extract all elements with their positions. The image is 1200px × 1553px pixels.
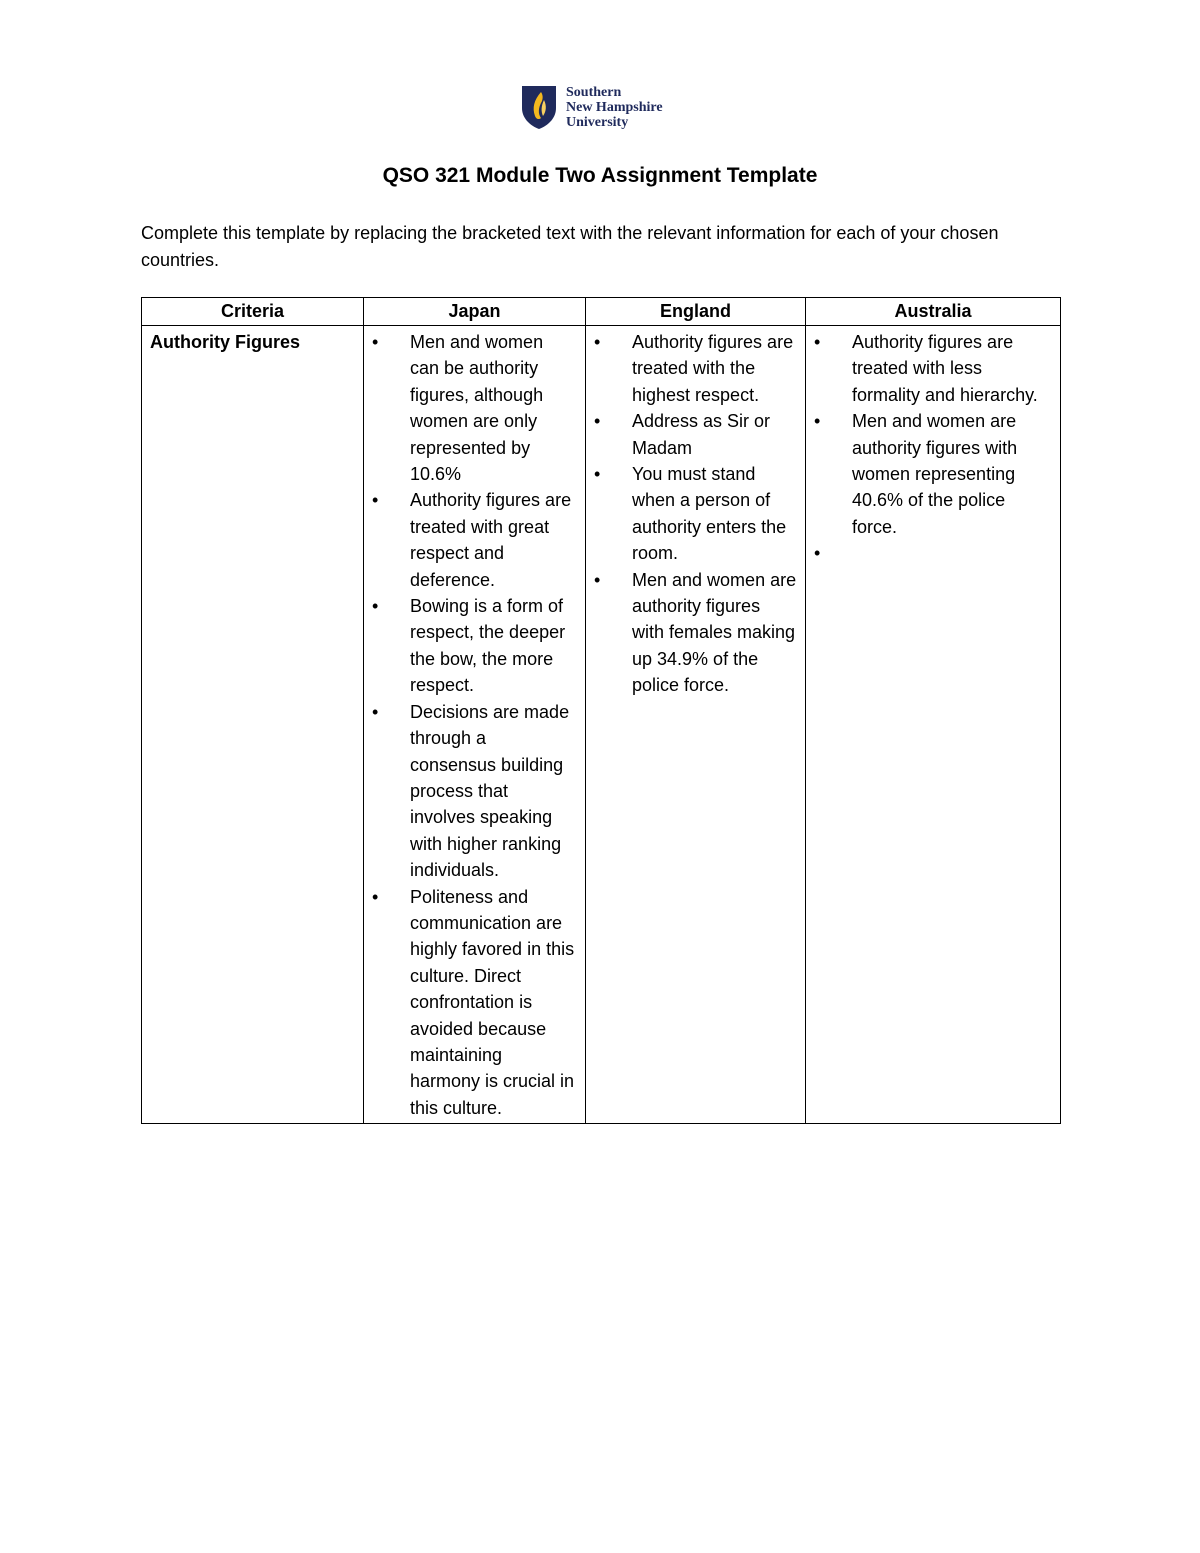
university-logo bbox=[520, 84, 663, 130]
header-australia: Australia bbox=[806, 298, 1061, 326]
header-england: England bbox=[586, 298, 806, 326]
list-item: • Men and women are authority figures with women representing 40.6% of the police force. bbox=[814, 408, 1052, 540]
header-criteria: Criteria bbox=[142, 298, 364, 326]
list-item: • Authority figures are treated with less formality and hierarchy. bbox=[814, 329, 1052, 408]
england-bullet-list bbox=[594, 329, 797, 699]
list-item: • Men and women are authority figures with females making up 34.9% of the police force. bbox=[594, 567, 797, 699]
logo-wordmark bbox=[566, 85, 663, 130]
list-item: • Bowing is a form of respect, the deeper the bow, the more respect. bbox=[372, 593, 577, 699]
list-item: • Politeness and communication are highly favored in this culture. Direct confrontation is avoided because maintaining harmony is crucial in this culture. bbox=[372, 884, 577, 1122]
list-item-empty bbox=[814, 540, 1052, 566]
list-item: • Men and women can be authority figures, although women are only represented by 10.6% bbox=[372, 329, 577, 487]
list-item: • Address as Sir or Madam bbox=[594, 408, 797, 461]
japan-cell bbox=[364, 326, 586, 1124]
japan-bullet-list bbox=[372, 329, 577, 1121]
list-item: • Authority figures are treated with the highest respect. bbox=[594, 329, 797, 408]
instructions-paragraph: Complete this template by replacing the bracketed text with the relevant information for each of your chosen countries. bbox=[141, 223, 999, 270]
list-item: • Decisions are made through a consensus building process that involves speaking with higher ranking individuals. bbox=[372, 699, 577, 884]
list-item: • Authority figures are treated with great respect and deference. bbox=[372, 487, 577, 593]
table-header-row bbox=[142, 298, 1061, 326]
criterion-cell: Authority Figures bbox=[142, 326, 364, 1124]
list-item: • You must stand when a person of authority enters the room. bbox=[594, 461, 797, 567]
criteria-table bbox=[141, 297, 1061, 1124]
logo-line-2: New Hampshire bbox=[566, 99, 663, 115]
shield-flame-icon bbox=[520, 84, 558, 130]
england-cell bbox=[586, 326, 806, 1124]
table-row bbox=[142, 326, 1061, 1124]
australia-cell bbox=[806, 326, 1061, 1124]
australia-bullet-list bbox=[814, 329, 1052, 566]
logo-line-3: University bbox=[566, 114, 629, 130]
document-title: QSO 321 Module Two Assignment Template bbox=[382, 164, 818, 187]
logo-line-1: Southern bbox=[566, 84, 622, 100]
header-japan: Japan bbox=[364, 298, 586, 326]
